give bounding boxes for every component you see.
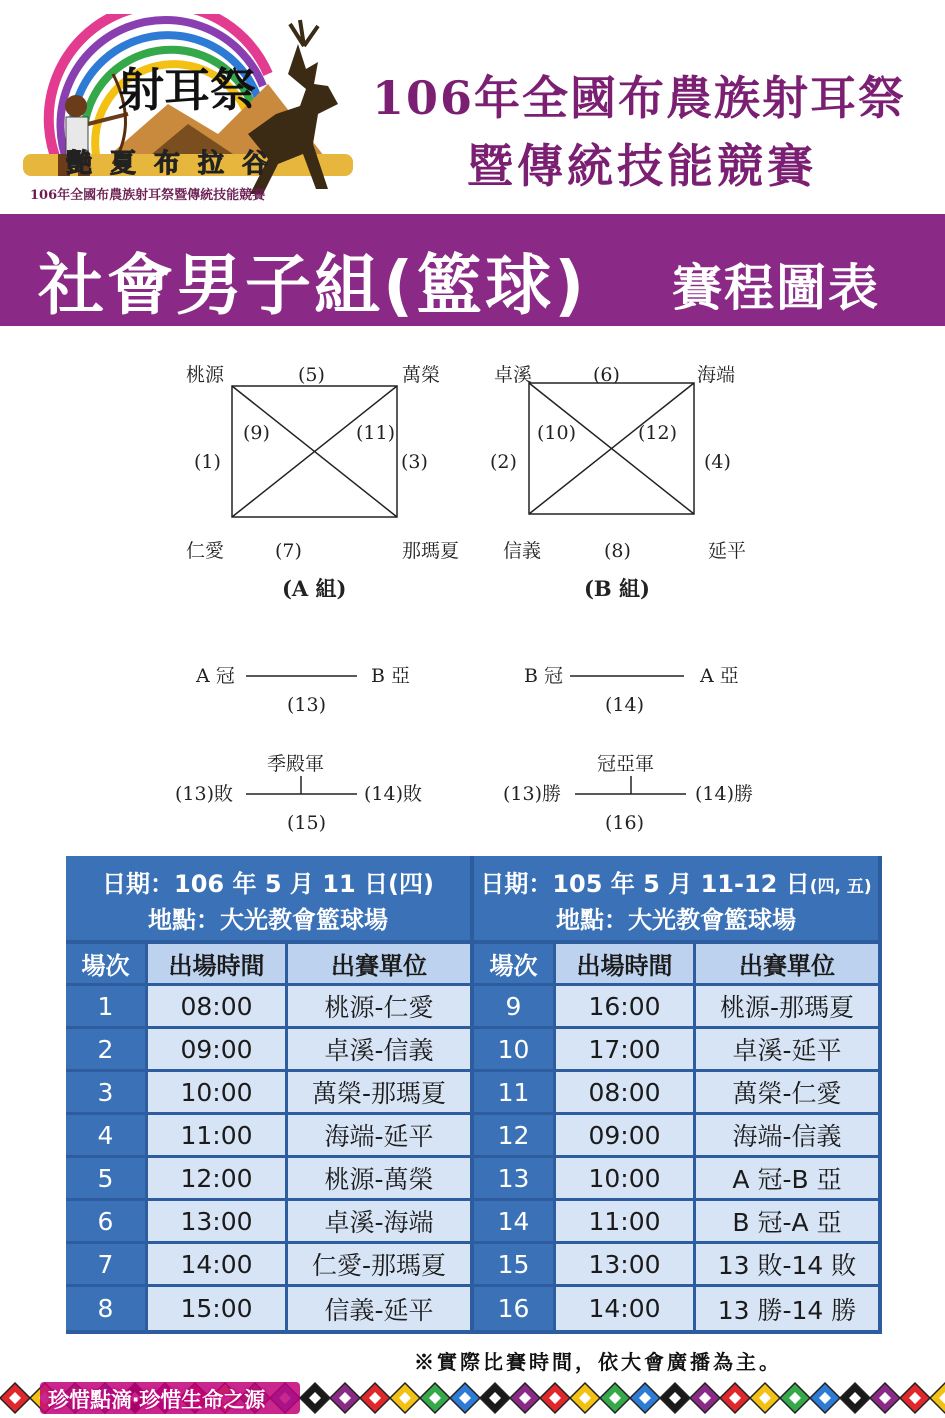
group-b-game-diag2: (12) [638,422,678,444]
schedule-table-day2 [474,856,878,1334]
matchup-cell: 桃源-萬榮 [288,1158,470,1201]
group-a-game-diag1: (9) [243,422,270,444]
group-b-game-right: (4) [704,451,731,473]
group-a-game-top: (5) [298,364,325,386]
third-place-title: 季殿軍 [267,753,325,775]
game-number-cell: 7 [66,1244,148,1287]
start-time-cell: 09:00 [556,1115,696,1158]
semi1-left: A 冠 [196,665,235,687]
game-number-cell: 14 [474,1201,556,1244]
column-header-teams: 出賽單位 [288,944,470,986]
group-b-team-bottom-right: 延平 [708,540,747,562]
group-b-box [529,383,694,514]
group-a-game-right: (3) [401,451,428,473]
decorative-footer [0,1378,945,1418]
logo-place: 艷夏布拉谷 [66,149,287,179]
schedule-table-day1 [66,856,470,1334]
start-time-cell: 17:00 [556,1029,696,1072]
schedule-date-day2-main: 日期：105 年 5 月 11-12 日 [480,870,810,898]
schedule-tables [66,856,882,1334]
group-a-team-top-left: 桃源 [186,364,225,386]
start-time-cell: 09:00 [148,1029,288,1072]
group-b-game-bottom: (8) [604,540,631,562]
schedule-row [66,1072,470,1115]
group-b-team-top-right: 海端 [697,364,736,386]
matchup-cell: 卓溪-海端 [288,1201,470,1244]
semi2-game-number: (14) [605,694,645,716]
schedule-row [66,1244,470,1287]
matchup-cell: 海端-延平 [288,1115,470,1158]
game-number-cell: 2 [66,1029,148,1072]
event-title-line2: 暨傳統技能競賽 [467,139,817,193]
matchup-cell: A 冠-B 亞 [696,1158,878,1201]
game-number-cell: 5 [66,1158,148,1201]
group-b-team-top-left: 卓溪 [494,364,533,386]
group-b-team-bottom-left: 信義 [503,540,542,562]
start-time-cell: 13:00 [556,1244,696,1287]
column-header-time: 出場時間 [148,944,288,986]
game-number-cell: 10 [474,1029,556,1072]
category-banner [0,214,945,326]
matchup-cell: 卓溪-信義 [288,1029,470,1072]
logo-artwork [18,14,363,219]
game-number-cell: 12 [474,1115,556,1158]
logo-title: 射耳祭 [118,63,256,117]
start-time-cell: 14:00 [556,1287,696,1330]
game-number-cell: 11 [474,1072,556,1115]
bracket-diagram [0,340,945,850]
schedule-row [474,1244,878,1287]
start-time-cell: 10:00 [148,1072,288,1115]
matchup-cell: B 冠-A 亞 [696,1201,878,1244]
final-title: 冠亞軍 [597,753,655,775]
schedule-row [66,986,470,1029]
start-time-cell: 08:00 [148,986,288,1029]
schedule-row [474,1158,878,1201]
game-number-cell: 15 [474,1244,556,1287]
group-a-box [232,386,397,517]
schedule-row [474,1115,878,1158]
schedule-row [66,1158,470,1201]
matchup-cell: 卓溪-延平 [696,1029,878,1072]
group-b-label: (B 組) [584,576,650,601]
schedule-grid-day1 [66,944,470,1330]
third-place-right: (14)敗 [364,783,423,805]
final-line [575,776,686,794]
final-right: (14)勝 [695,783,754,805]
schedule-venue-day1: 地點：大光教會籃球場 [148,906,388,934]
group-b-game-left: (2) [490,451,517,473]
group-a-game-left: (1) [194,451,221,473]
game-number-cell: 1 [66,986,148,1029]
footer-slogan: 珍惜點滴‧珍惜生命之源 [48,1388,266,1412]
schedule-header-day1 [66,856,470,940]
group-b-game-diag1: (10) [537,422,577,444]
matchup-cell: 萬榮-仁愛 [696,1072,878,1115]
column-header-time: 出場時間 [556,944,696,986]
schedule-row [66,1029,470,1072]
schedule-date-day2 [474,864,878,899]
game-number-cell: 13 [474,1158,556,1201]
group-b-game-top: (6) [593,364,620,386]
game-number-cell: 4 [66,1115,148,1158]
semi1-right: B 亞 [371,665,411,687]
matchup-cell: 仁愛-那瑪夏 [288,1244,470,1287]
schedule-grid-day2 [474,944,878,1330]
start-time-cell: 16:00 [556,986,696,1029]
semi1-game-number: (13) [287,694,327,716]
matchup-cell: 信義-延平 [288,1287,470,1330]
group-a-team-top-right: 萬榮 [402,364,441,386]
final-left: (13)勝 [503,783,562,805]
schedule-row [474,1201,878,1244]
schedule-row [66,1287,470,1330]
group-a-label: (A 組) [282,576,347,601]
column-header-teams: 出賽單位 [696,944,878,986]
start-time-cell: 14:00 [148,1244,288,1287]
matchup-cell: 13 敗-14 敗 [696,1244,878,1287]
group-a-team-bottom-right: 那瑪夏 [402,540,460,562]
banner-category: 社會男子組(籃球) [38,247,588,324]
schedule-note: ※實際比賽時間，依大會廣播為主。 [414,1350,782,1374]
game-number-cell: 3 [66,1072,148,1115]
event-logo [18,14,363,219]
logo-caption: 106年全國布農族射耳祭暨傳統技能競賽 [30,188,266,203]
matchup-cell: 萬榮-那瑪夏 [288,1072,470,1115]
column-header-game: 場次 [474,944,556,986]
start-time-cell: 12:00 [148,1158,288,1201]
matchup-cell: 桃源-那瑪夏 [696,986,878,1029]
third-place-game-number: (15) [287,812,327,834]
schedule-row [66,1201,470,1244]
game-number-cell: 6 [66,1201,148,1244]
schedule-date-day1: 日期：106 年 5 月 11 日(四) [102,870,434,898]
game-number-cell: 8 [66,1287,148,1330]
schedule-row [474,1072,878,1115]
group-a-game-bottom: (7) [275,540,302,562]
schedule-row [474,1029,878,1072]
group-a-team-bottom-left: 仁愛 [186,540,225,562]
group-a-game-diag2: (11) [356,422,396,444]
third-place-left: (13)敗 [175,783,234,805]
schedule-row [66,1115,470,1158]
game-number-cell: 9 [474,986,556,1029]
schedule-date-day2-weekday: (四, 五) [809,877,872,897]
start-time-cell: 15:00 [148,1287,288,1330]
schedule-header-day2 [474,856,878,940]
schedule-venue-day2: 地點：大光教會籃球場 [556,906,796,934]
matchup-cell: 海端-信義 [696,1115,878,1158]
game-number-cell: 16 [474,1287,556,1330]
matchup-cell: 桃源-仁愛 [288,986,470,1029]
start-time-cell: 13:00 [148,1201,288,1244]
schedule-row [474,1287,878,1330]
matchup-cell: 13 勝-14 勝 [696,1287,878,1330]
semi2-right: A 亞 [700,665,739,687]
final-game-number: (16) [605,812,645,834]
banner-schedule-label: 賽程圖表 [672,259,880,317]
start-time-cell: 11:00 [148,1115,288,1158]
start-time-cell: 08:00 [556,1072,696,1115]
schedule-row [474,986,878,1029]
third-place-line [246,776,357,794]
semi2-left: B 冠 [524,665,564,687]
start-time-cell: 10:00 [556,1158,696,1201]
event-title-line1: 106年全國布農族射耳祭 [372,71,907,125]
start-time-cell: 11:00 [556,1201,696,1244]
column-header-game: 場次 [66,944,148,986]
